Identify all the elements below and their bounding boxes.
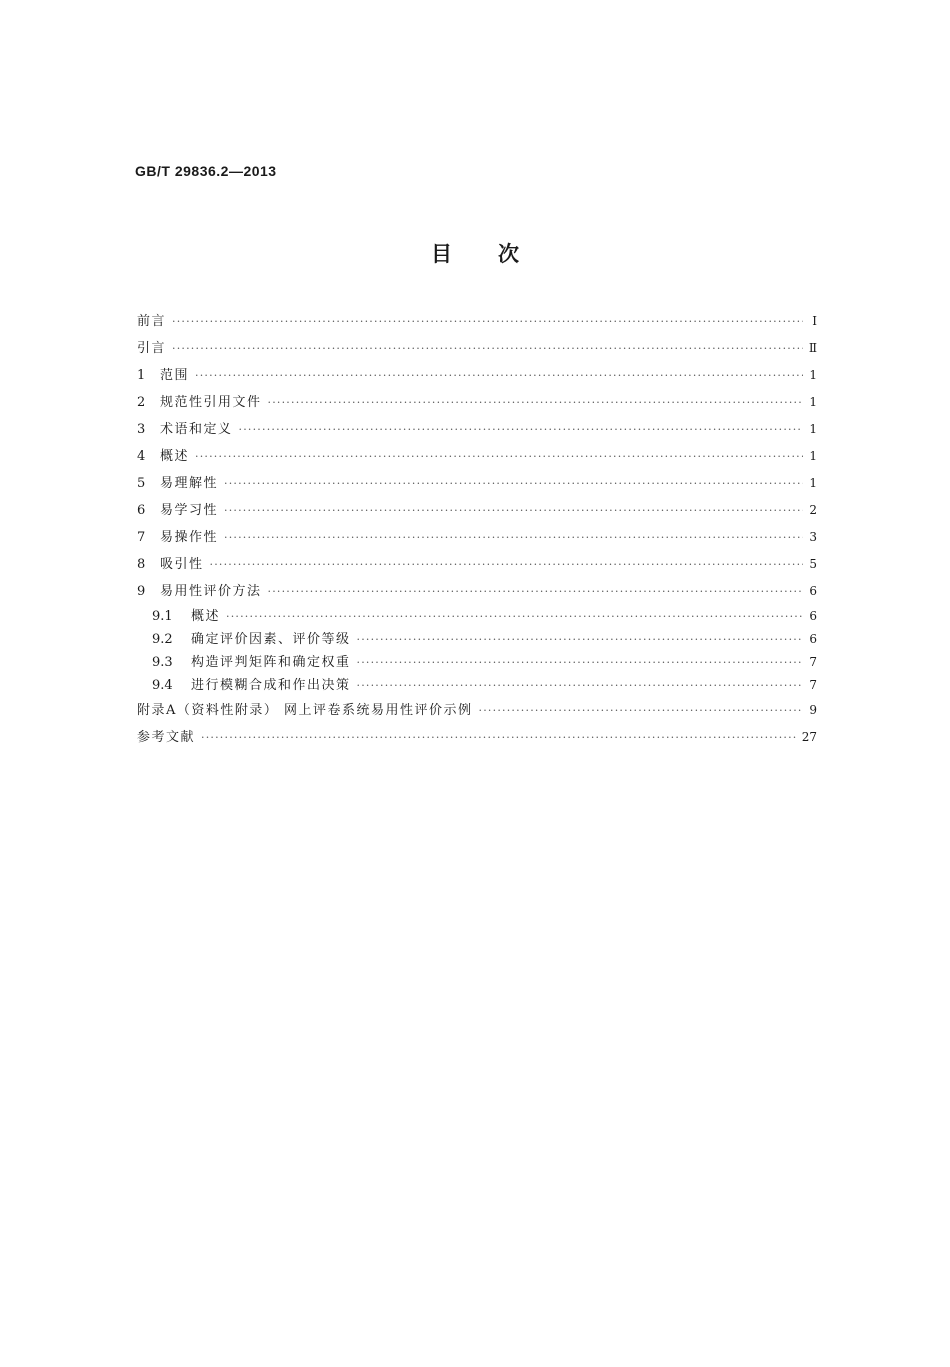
toc-page-number: 6	[809, 609, 817, 623]
toc-page-number: 7	[809, 678, 817, 692]
toc-number: 9.4	[152, 678, 173, 693]
toc-label: 附录A（资料性附录） 网上评卷系统易用性评价示例	[137, 703, 473, 718]
toc-leader-dots	[210, 551, 803, 578]
toc-entry-foreword[interactable]	[137, 308, 817, 335]
toc-number: 8	[137, 557, 146, 572]
toc-page-number: 7	[809, 655, 817, 669]
toc-leader-dots	[224, 497, 803, 524]
toc-leader-dots	[224, 524, 803, 551]
toc-number: 7	[137, 530, 146, 545]
toc-leader-dots	[357, 651, 803, 674]
toc-entry-9-2[interactable]	[137, 628, 817, 651]
toc-entry-7[interactable]	[137, 524, 817, 551]
toc-leader-dots	[268, 389, 803, 416]
toc-leader-dots	[172, 308, 803, 335]
toc-number: 5	[137, 476, 146, 491]
toc-page-number: 9	[809, 703, 817, 717]
standard-code: GB/T 29836.2—2013	[135, 163, 277, 179]
toc-entry-2[interactable]	[137, 389, 817, 416]
toc-number: 3	[137, 422, 146, 437]
toc-leader-dots	[224, 470, 803, 497]
toc-label: 易用性评价方法	[160, 584, 262, 599]
toc-entry-9-4[interactable]	[137, 674, 817, 697]
toc-label: 引言	[137, 341, 167, 356]
toc-entry-3[interactable]	[137, 416, 817, 443]
toc-entry-9-1[interactable]	[137, 605, 817, 628]
toc-leader-dots	[268, 578, 803, 605]
toc-entry-6[interactable]	[137, 497, 817, 524]
toc-label: 规范性引用文件	[160, 395, 262, 410]
toc-number: 9.1	[152, 609, 173, 624]
toc-label: 进行模糊合成和作出决策	[191, 678, 351, 693]
toc-leader-dots	[195, 362, 803, 389]
toc-leader-dots	[479, 697, 803, 724]
toc-page-number: 27	[801, 730, 817, 744]
toc-label: 易操作性	[160, 530, 219, 545]
toc-page-number: 1	[809, 395, 817, 409]
toc-label: 范围	[160, 368, 190, 383]
toc-leader-dots	[195, 443, 803, 470]
toc-page-number: 5	[809, 557, 817, 571]
toc-number: 9.3	[152, 655, 173, 670]
toc-label: 吸引性	[160, 557, 204, 572]
toc-number: 6	[137, 503, 146, 518]
toc-page-number: 2	[809, 503, 817, 517]
toc-label: 易理解性	[160, 476, 219, 491]
toc-label: 概述	[160, 449, 190, 464]
toc-leader-dots	[357, 674, 803, 697]
toc-page-number: 1	[809, 449, 817, 463]
toc-number: 1	[137, 368, 146, 383]
toc-label: 确定评价因素、评价等级	[191, 632, 351, 647]
toc-number: 4	[137, 449, 146, 464]
toc-leader-dots	[239, 416, 803, 443]
toc-page-number: 6	[809, 584, 817, 598]
toc-entry-9-3[interactable]	[137, 651, 817, 674]
toc-entry-8[interactable]	[137, 551, 817, 578]
toc-label: 概述	[191, 609, 221, 624]
toc-leader-dots	[172, 335, 803, 362]
toc-number: 2	[137, 395, 146, 410]
toc-leader-dots	[357, 628, 803, 651]
toc-entry-9[interactable]	[137, 578, 817, 605]
toc-label: 术语和定义	[160, 422, 233, 437]
toc-label: 构造评判矩阵和确定权重	[191, 655, 351, 670]
toc-page-number: 1	[809, 422, 817, 436]
toc-leader-dots	[201, 724, 796, 751]
toc-entry-introduction[interactable]	[137, 335, 817, 362]
toc-number: 9.2	[152, 632, 173, 647]
toc-entry-1[interactable]	[137, 362, 817, 389]
toc-leader-dots	[226, 605, 803, 628]
toc-number: 9	[137, 584, 146, 599]
toc-label: 易学习性	[160, 503, 219, 518]
toc-page-number: 3	[809, 530, 817, 544]
page-title: 目次	[431, 242, 565, 266]
toc-page-number: 1	[809, 368, 817, 382]
toc-entry-5[interactable]	[137, 470, 817, 497]
toc-page-number: Ⅱ	[808, 341, 817, 355]
toc-page-number: 1	[809, 476, 817, 490]
toc-label: 前言	[137, 314, 167, 329]
table-of-contents	[137, 308, 817, 751]
toc-page-number: Ⅰ	[812, 314, 817, 328]
toc-page-number: 6	[809, 632, 817, 646]
toc-entry-references[interactable]	[137, 724, 817, 751]
toc-entry-appendix-a[interactable]	[137, 697, 817, 724]
toc-entry-4[interactable]	[137, 443, 817, 470]
toc-label: 参考文献	[137, 730, 196, 745]
